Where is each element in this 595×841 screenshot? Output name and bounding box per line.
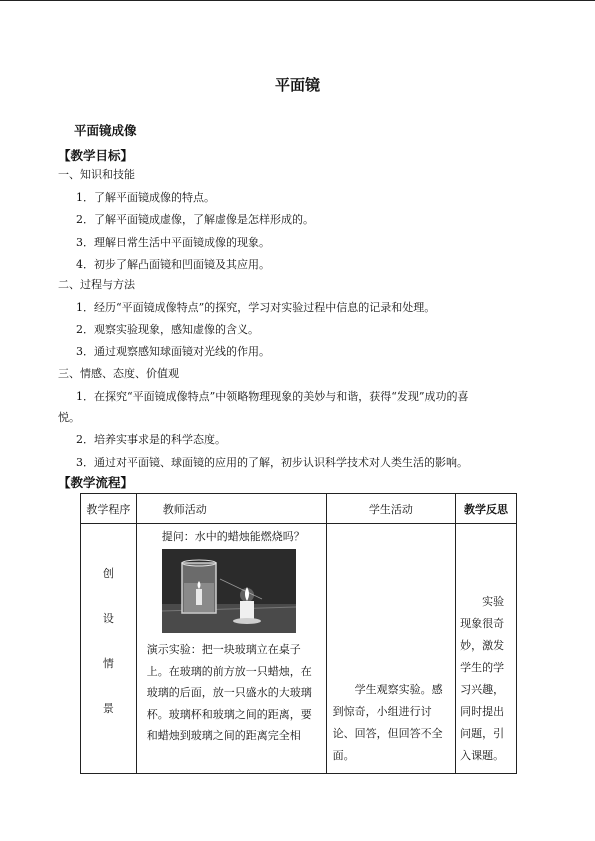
page-top-rule xyxy=(0,0,595,1)
objective-item: 3．通过对平面镜、球面镜的应用的了解，初步认识科学技术对人类生活的影响。 xyxy=(76,456,468,469)
section-heading-process: 二、过程与方法 xyxy=(58,278,135,291)
teacher-demo-text: 演示实验：把一块玻璃立在桌子上。在玻璃的前方放一只蜡烛，在玻璃的后面，放一只盛水的大玻璃杯。玻璃杯和玻璃之间的距离，要和蜡烛到玻璃之间的距离完全相 xyxy=(146,643,312,742)
objective-item: 1．了解平面镜成像的特点。 xyxy=(76,191,215,204)
objectives-heading: 【教学目标】 xyxy=(58,148,134,163)
stage-char: 景 xyxy=(102,702,114,715)
header-student-activity: 学生活动 xyxy=(326,494,456,524)
student-activity-cell xyxy=(326,524,456,774)
objective-item: 3．通过观察感知球面镜对光线的作用。 xyxy=(76,345,270,358)
teacher-activity-cell xyxy=(136,524,326,774)
lesson-subtitle: 平面镜成像 xyxy=(74,123,137,138)
document-title: 平面镜 xyxy=(274,76,320,94)
section-heading-knowledge: 一、知识和技能 xyxy=(58,168,135,181)
stage-char: 情 xyxy=(102,657,114,670)
reflection-text: 实验现象很奇妙，激发学生的学习兴趣，同时提出问题，引入课题。 xyxy=(460,595,505,762)
objective-item: 1．在探究“平面镜成像特点”中领略物理现象的美妙与和谐，获得“发现”成功的喜 xyxy=(76,390,469,403)
header-reflection: 教学反思 xyxy=(456,494,517,524)
stage-char: 创 xyxy=(102,567,114,580)
teaching-flow-table xyxy=(80,493,517,774)
header-procedure: 教学程序 xyxy=(81,494,137,524)
objective-item: 3．理解日常生活中平面镜成像的现象。 xyxy=(76,236,270,249)
header-teacher-activity: 教师活动 xyxy=(136,494,326,524)
flow-heading: 【教学流程】 xyxy=(58,475,134,490)
objective-item: 2．了解平面镜成虚像，了解虚像是怎样形成的。 xyxy=(76,213,314,226)
student-activity-text: 学生观察实验。感到惊奇，小组进行讨论、回答，但回答不全面。 xyxy=(332,683,443,762)
candle-photo-image xyxy=(162,549,296,633)
objective-item: 1．经历“平面镜成像特点”的探究，学习对实验过程中信息的记录和处理。 xyxy=(76,301,436,314)
teacher-question: 提问：水中的蜡烛能燃烧吗？ xyxy=(161,530,305,543)
section-heading-attitude: 三、情感、态度、价值观 xyxy=(58,367,179,380)
objective-item: 4．初步了解凸面镜和凹面镜及其应用。 xyxy=(76,258,270,271)
reflection-cell xyxy=(456,524,517,774)
objective-item: 2．培养实事求是的科学态度。 xyxy=(76,433,226,446)
objective-item: 悦。 xyxy=(58,411,80,424)
candle-experiment-photo xyxy=(162,549,296,633)
stage-char: 设 xyxy=(102,612,114,625)
objective-item: 2．观察实验现象，感知虚像的含义。 xyxy=(76,323,259,336)
